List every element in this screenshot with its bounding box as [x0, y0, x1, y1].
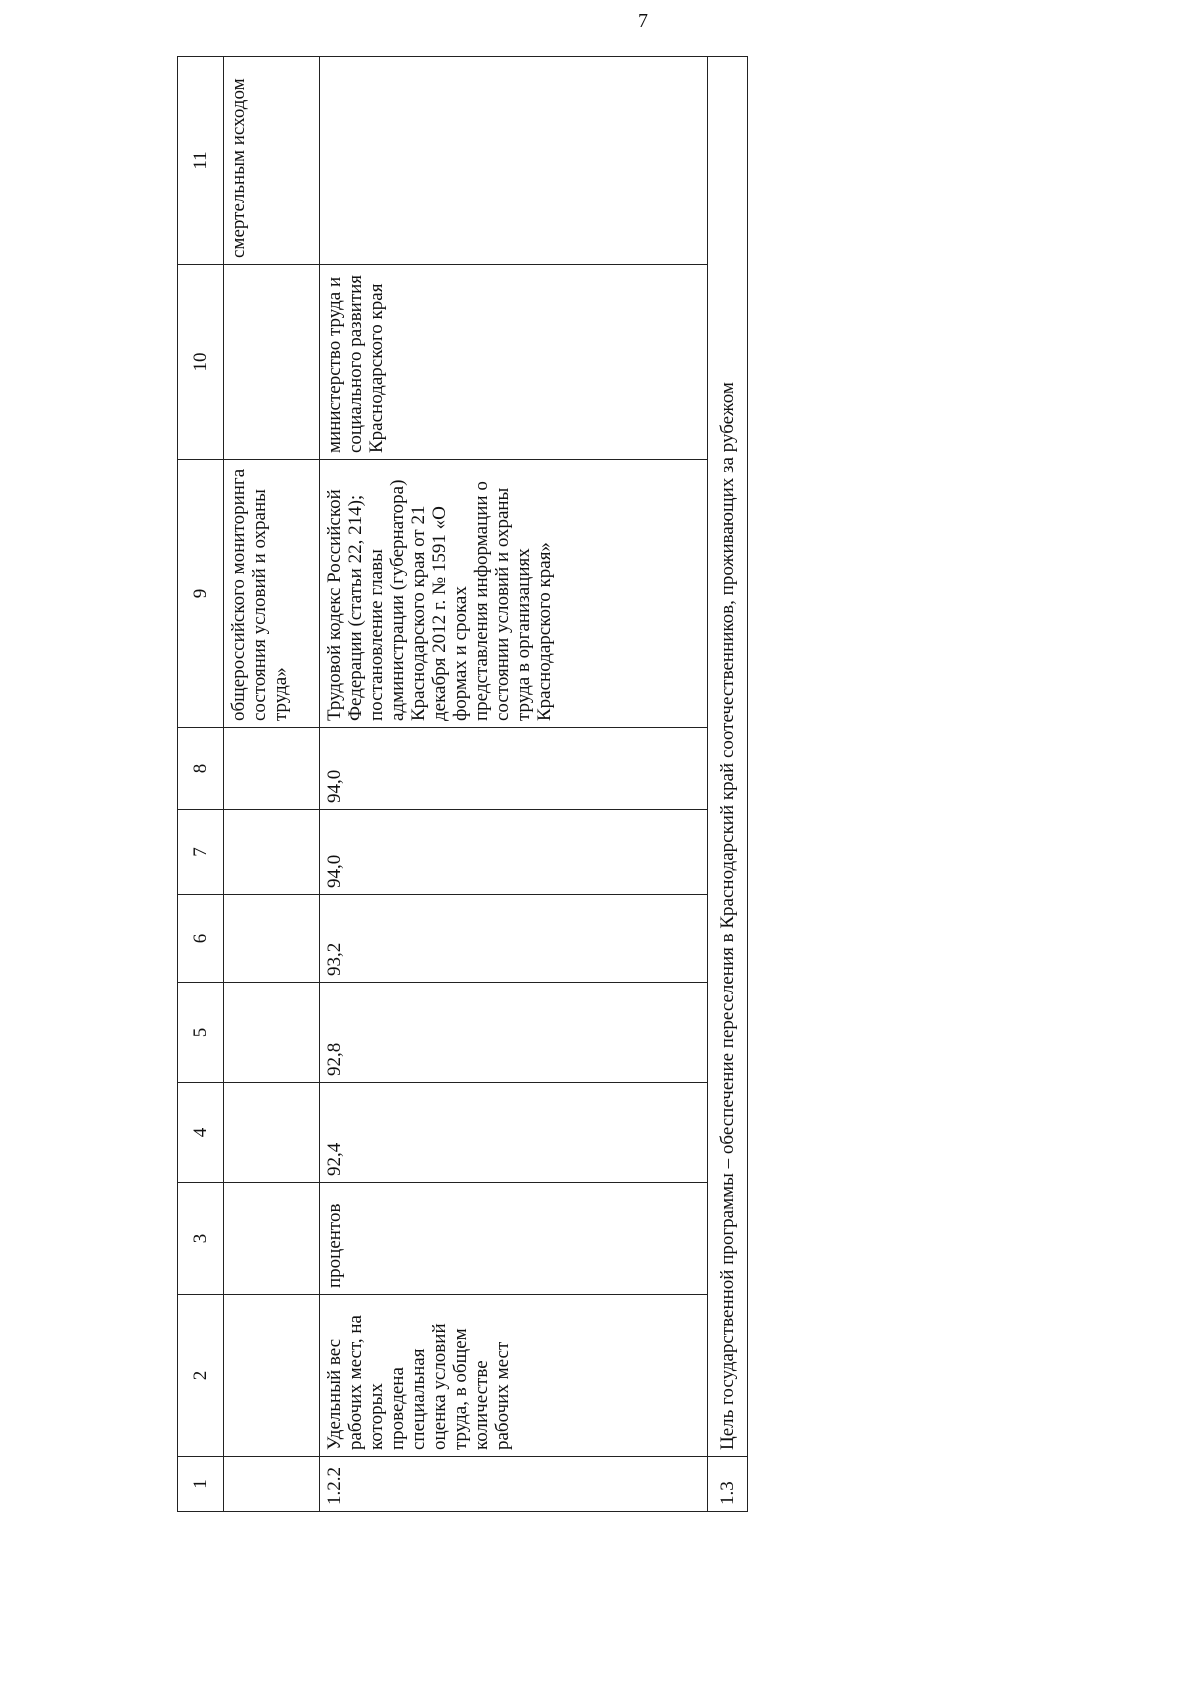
program-goal: Цель государственной программы – обеспечение переселения в Краснодарский край соотечественников, проживающих за рубежом — [708, 57, 748, 1457]
value-col-7: 94,0 — [320, 810, 708, 895]
cell — [224, 1457, 320, 1512]
rotated-table-container — [177, 57, 747, 1512]
header-cell-6: 6 — [178, 895, 224, 983]
indicators-table — [177, 56, 748, 1512]
cell — [224, 1083, 320, 1183]
note — [320, 57, 708, 265]
cell — [224, 1295, 320, 1457]
header-cell-2: 2 — [178, 1295, 224, 1457]
header-cell-3: 3 — [178, 1183, 224, 1295]
header-cell-9: 9 — [178, 460, 224, 728]
row-number: 1.2.2 — [320, 1457, 708, 1512]
table-row-1-2-2 — [320, 57, 708, 1512]
value-col-6: 93,2 — [320, 895, 708, 983]
cell — [224, 1183, 320, 1295]
page-number: 7 — [638, 10, 648, 32]
cell — [224, 265, 320, 460]
cell — [224, 895, 320, 983]
header-cell-10: 10 — [178, 265, 224, 460]
header-cell-7: 7 — [178, 810, 224, 895]
cell — [224, 728, 320, 810]
header-cell-5: 5 — [178, 983, 224, 1083]
table-row-1-3 — [708, 57, 748, 1512]
table-row-continuation — [224, 57, 320, 1512]
value-col-8: 94,0 — [320, 728, 708, 810]
note-continuation: смертельным исходом — [224, 57, 320, 265]
unit-of-measure: процентов — [320, 1183, 708, 1295]
value-col-4: 92,4 — [320, 1083, 708, 1183]
header-cell-1: 1 — [178, 1457, 224, 1512]
responsible-body: министерство труда и социального развития Краснодарского края — [320, 265, 708, 460]
cell — [224, 810, 320, 895]
legal-basis-continuation: общероссийского мониторинга состояния условий и охраны труда» — [224, 460, 320, 728]
value-col-5: 92,8 — [320, 983, 708, 1083]
header-cell-11: 11 — [178, 57, 224, 265]
header-cell-4: 4 — [178, 1083, 224, 1183]
header-cell-8: 8 — [178, 728, 224, 810]
table-header-row — [178, 57, 224, 1512]
indicator-name: Удельный вес рабочих мест, на которых проведена специальная оценка условий труда, в общем количестве рабочих мест — [320, 1295, 708, 1457]
cell — [224, 983, 320, 1083]
row-number: 1.3 — [708, 1457, 748, 1512]
legal-basis: Трудовой кодекс Российской Федерации (статьи 22, 214); постановление главы администрации (губернатора) Краснодарского края от 21 декабря 2012 г. № 1591 «О формах и сроках представления информации о состоянии условий и охраны труда в организациях Краснодарского края» — [320, 460, 708, 728]
